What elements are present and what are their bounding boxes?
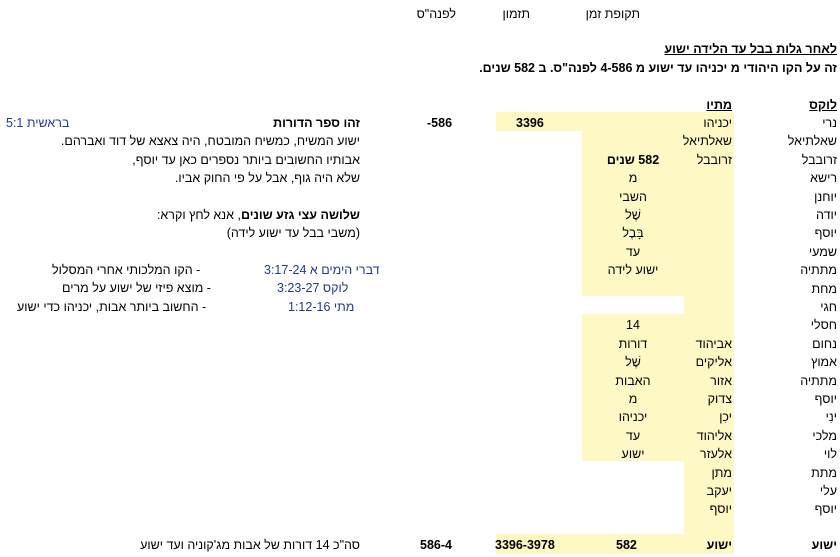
middle-cell: האבות: [615, 373, 651, 388]
total-bce-range: 586-4: [420, 538, 452, 552]
matthew-name: אליהוד: [696, 428, 732, 443]
middle-cell: בָּבֶל: [622, 226, 644, 241]
middle-cell: שֶׁל: [625, 355, 641, 370]
luke-name: יוחנן: [814, 189, 837, 204]
ref-desc-1: - הקו המלכותי אחרי המסלול: [52, 263, 201, 277]
middle-cell: שֶׁל: [625, 208, 641, 222]
header-bce: לפנה"ס: [416, 7, 456, 21]
matthew-name: שאלתיאל: [682, 134, 732, 149]
note-line-2: אבותיו החשובים ביותר נספרים כאן עד יוסף,: [132, 153, 360, 167]
ref-desc-3: - החשוב ביותר אבות, יכניהו כדי ישוע: [17, 300, 207, 314]
luke-name: מתתיה: [800, 263, 837, 278]
middle-cell: דורות: [618, 336, 648, 351]
luke-name: נחום: [812, 336, 837, 351]
page-subtitle: זה על הקו היהודי מ יכניהו עד ישוע מ 4-586 לפנה"ס. ב 582 שנים.: [479, 61, 837, 75]
luke-name: עלי: [819, 484, 837, 498]
matthew-name: אליקים: [695, 355, 732, 370]
middle-cell: ישוע: [621, 447, 645, 462]
column-header-luke: לוקס: [809, 98, 837, 112]
middle-cell: עד: [625, 428, 641, 443]
total-summary: סה"כ 14 דורות של אבות מג'קוניה ועד ישוע: [140, 538, 360, 552]
ref-link-chronicles[interactable]: דברי הימים א 3:17-24: [264, 263, 380, 277]
matthew-name: אביהוד: [695, 336, 732, 351]
total-matthew: ישוע: [706, 538, 732, 552]
luke-name: לוי: [823, 447, 837, 462]
header-period: תקופת זמן: [585, 7, 640, 21]
middle-cell: יכניהו: [618, 410, 648, 425]
luke-name: יוסף: [814, 392, 837, 406]
matthew-name: אזור: [710, 373, 732, 388]
luke-name: ינִי: [825, 410, 837, 425]
luke-name: יוסף: [814, 226, 837, 241]
luke-name: חגי: [820, 300, 837, 314]
luke-name: שמעי: [808, 244, 837, 259]
middle-cell: 14: [626, 318, 640, 333]
ref-link-luke[interactable]: לוקס 3:23-27: [277, 281, 349, 295]
middle-cell: השבי: [619, 189, 647, 204]
luke-name: שאלתיאל: [787, 134, 837, 149]
ref-desc-2: - מוצא פיזי של ישוע על מרים: [62, 281, 211, 295]
column-header-matthew: מתיו: [706, 98, 732, 112]
matthew-name: אלעזר: [699, 447, 732, 462]
luke-name: יודה: [816, 208, 837, 222]
ref-link-matthew[interactable]: מתי 1:12-16: [288, 300, 355, 314]
luke-name: יוסף: [814, 502, 837, 517]
row1-years: 3396: [516, 116, 544, 130]
matthew-name: יעקב: [706, 484, 732, 498]
middle-cell: ישוע לידה: [607, 263, 659, 278]
matthew-name: יכִן: [719, 410, 732, 425]
trunk-line: [157, 206, 360, 224]
matthew-name: יכניהו: [703, 116, 732, 130]
middle-cell: מ: [628, 171, 638, 186]
middle-cell: 582 שנים: [606, 152, 660, 167]
page-title: לאחר גלות בבל עד הלידה ישוע: [664, 42, 837, 56]
genesis-link[interactable]: בראשית 5:1: [6, 116, 70, 130]
total-years-range: 3396-3978: [495, 538, 555, 552]
note-line-1: ישוע המשיח, כמשיח המובטח, היה צאצא של דוד ואברהם.: [60, 134, 360, 148]
luke-name: מתת: [811, 465, 837, 480]
header-timing: תזמון: [502, 7, 530, 21]
row1-heading: זהו ספר הדורות: [273, 116, 360, 130]
luke-name: אמוץ: [811, 355, 837, 370]
trunk-sub: (משבי בבל עד ישוע לידה): [226, 226, 360, 240]
note-line-3: שלא היה גוף, אבל על פי החוק אביו.: [174, 171, 360, 185]
luke-name: זרובבל: [801, 152, 837, 167]
middle-cell: עד: [625, 244, 641, 259]
middle-cell: מ: [628, 392, 638, 406]
matthew-name: יוסף: [709, 502, 732, 517]
trunk-bold: שלושה עצי גזע שונים: [240, 208, 360, 222]
matthew-name: מתן: [711, 465, 732, 480]
row1-bce: -586: [427, 116, 453, 130]
luke-name: מלכי: [812, 428, 837, 443]
total-luke: ישוע: [811, 538, 837, 552]
luke-name: מתתיה: [800, 373, 837, 388]
luke-name: חסלי: [810, 318, 837, 333]
matthew-name: זרובבל: [696, 152, 732, 167]
luke-name: נרי: [822, 116, 837, 130]
matthew-name: צדוק: [707, 392, 732, 406]
trunk-rest: , אנא לחץ וקרא:: [156, 208, 241, 222]
luke-name: רישא: [810, 171, 837, 186]
total-years-count: 582: [616, 538, 637, 552]
luke-name: מחת: [811, 281, 837, 296]
